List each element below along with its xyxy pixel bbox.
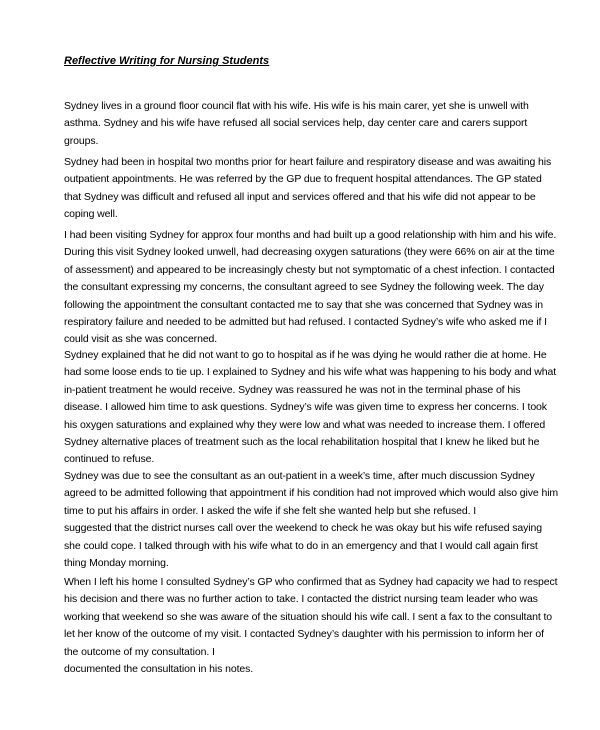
- paragraph-line: documented the consultation in his notes.: [64, 663, 254, 676]
- paragraph-line: of assessment) and appeared to be increasingly chesty but not symptomatic of a chest infection. I contacted: [64, 263, 555, 276]
- paragraph-line: Sydney had been in hospital two months prior for heart failure and respiratory disease and was awaiting his: [64, 156, 552, 168]
- paragraph-6: [64, 574, 558, 678]
- paragraph-2: [64, 154, 552, 224]
- paragraph-line: time to put his affairs in order. I asked the wife if she felt she wanted help but she refused. I: [64, 504, 477, 517]
- paragraph-line: continued to refuse.: [64, 453, 155, 466]
- paragraph-line: suggested that the district nurses call over the weekend to check he was okay but his wife refused saying: [64, 522, 543, 535]
- paragraph-line: agreed to be admitted following that appointment if his condition had not improved which would also give him: [64, 487, 559, 500]
- paragraph-line: could visit as she was concerned.: [64, 333, 218, 346]
- paragraph-line: following the appointment the consultant contacted me to say that she was concerned that Sydney was in: [64, 298, 543, 311]
- paragraph-line: the consultant expressing my concerns, the consultant agreed to see Sydney the following week. The day: [64, 281, 544, 294]
- paragraph-line: groups.: [64, 134, 99, 147]
- paragraph-line: working that weekend so she was aware of the situation should his wife call. I sent a fax to the consultant to: [64, 610, 553, 623]
- paragraph-line: in-patient treatment he would receive. Sydney was reassured he was not in the terminal phase of his: [64, 383, 521, 396]
- paragraph-line: During this visit Sydney looked unwell, had decreasing oxygen saturations (they were 66% on air at the time: [64, 246, 555, 259]
- paragraph-line: Sydney explained that he did not want to go to hospital as if he was dying he would rather die at home. He: [64, 349, 547, 361]
- paragraph-line: she could cope. I talked through with his wife what to do in an emergency and that I would call again first: [64, 539, 538, 552]
- paragraph-line: asthma. Sydney and his wife have refused all social services help, day center care and carers support: [64, 117, 528, 130]
- paragraph-line: that Sydney was difficult and refused all input and services offered and that his wife did not appear to be: [64, 190, 536, 203]
- paragraph-line: coping well.: [64, 208, 118, 221]
- paragraph-line: his decision and there was no further action to take. I contacted the district nursing team leader who was: [64, 593, 538, 606]
- paragraph-5: [64, 468, 559, 572]
- paragraph-line: When I left his home I consulted Sydney’s GP who confirmed that as Sydney had capacity we had to respect: [64, 576, 558, 588]
- paragraph-line: had some loose ends to tie up. I explained to Sydney and his wife what was happening to his body and what: [64, 366, 557, 379]
- paragraph-line: Sydney lives in a ground floor council flat with his wife. His wife is his main carer, yet she is unwell with: [64, 100, 529, 112]
- paragraph-line: let her know of the outcome of my visit. I contacted Sydney’s daughter with his permission to inform her of: [64, 628, 544, 641]
- paragraph-1: [64, 98, 544, 150]
- paragraph-line: respiratory failure and needed to be admitted but had refused. I contacted Sydney’s wife who asked me if I: [64, 316, 547, 329]
- paragraph-line: I had been visiting Sydney for approx four months and had built up a good relationship with him and his wife.: [64, 229, 557, 241]
- paragraph-4: [64, 347, 557, 469]
- document-title: Reflective Writing for Nursing Students: [64, 55, 270, 67]
- paragraph-line: the outcome of my consultation. I: [64, 645, 215, 658]
- paragraph-line: thing Monday morning.: [64, 557, 169, 570]
- paragraph-line: disease. I allowed him time to ask questions. Sydney’s wife was given time to express her concerns. I took: [64, 401, 547, 414]
- paragraph-line: Sydney alternative places of treatment such as the local rehabilitation hospital that I knew he liked but he: [64, 436, 540, 449]
- paragraph-3: [64, 227, 557, 349]
- paragraph-line: his oxygen saturations and explained why they were low and what was needed to increase them. I offered: [64, 418, 546, 431]
- paragraph-line: outpatient appointments. He was referred by the GP due to frequent hospital attendances. The GP stated: [64, 173, 542, 186]
- paragraph-line: Sydney was due to see the consultant as an out-patient in a week’s time, after much discussion Sydney: [64, 470, 535, 482]
